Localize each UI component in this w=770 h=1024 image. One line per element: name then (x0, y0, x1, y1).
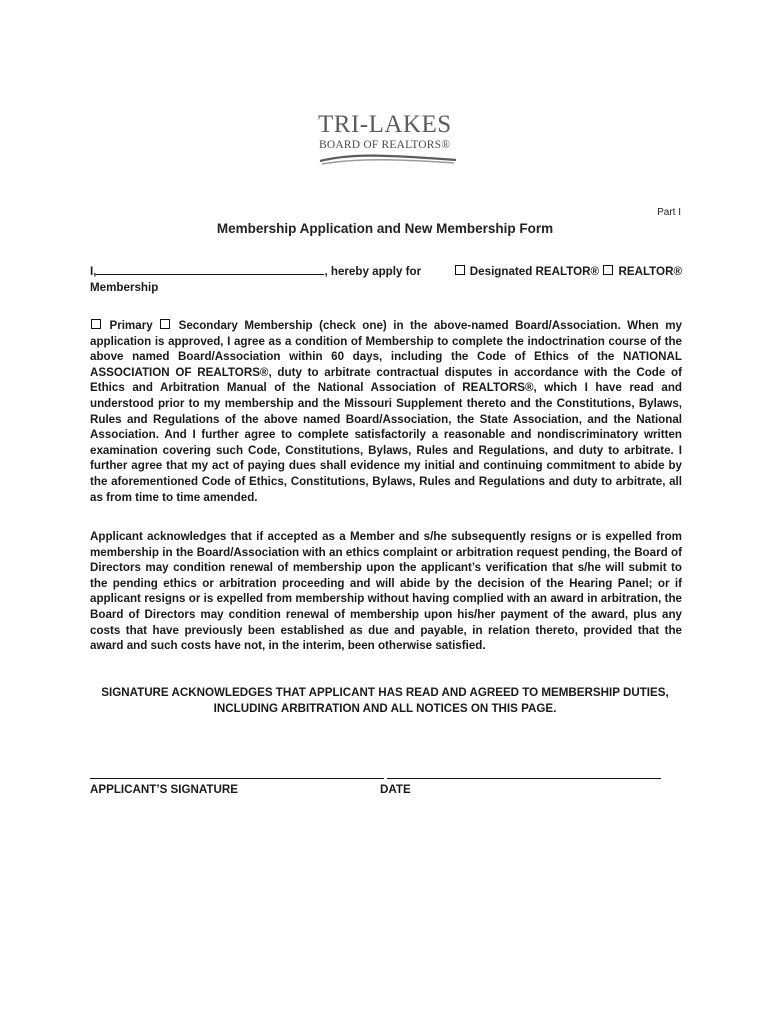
membership-terms-paragraph (90, 318, 682, 505)
acknowledgement-paragraph: Applicant acknowledges that if accepted as a Member and s/he subsequently resigns or is expelled from membership in the Board/Association with an ethics complaint or arbitration request pending, the Board of Directors may condition renewal of membership upon the applicant’s verification that s/he will submit to the pending ethics or arbitration proceeding and will abide by the decision of the Hearing Panel; or if applicant resigns or is expelled from membership without having complied with an award in arbitration, the Board of Directors may condition renewal of membership upon his/her payment of the award, plus any costs that have previously been established as due and payable, in relation thereto, provided that the award and such costs have not, in the interim, been otherwise satisfied. (90, 530, 682, 653)
applicant-signature-field[interactable] (90, 778, 384, 779)
logo-title: TRI-LAKES (318, 111, 452, 138)
apply-text: , hereby apply for (324, 265, 422, 278)
logo-subtitle: BOARD OF REALTORS® (319, 139, 451, 151)
applicant-prefix: I, (90, 265, 97, 278)
board-logo (318, 112, 458, 172)
secondary-terms-text: Secondary Membership (check one) in the above-named Board/Association. When my application is approved, I agree as a condition of Membership to complete the indoctrination course of the above named Board/Association within 60 days, including the Code of Ethics of the NATIONAL ASSOCIATION OF REALTORS®, duty to arbitrate contractual disputes in accordance with the Code of Ethics and Arbitration Manual of the National Association of REALTORS®, which I have read and understood prior to my membership and the Missouri Supplement thereto and the Constitutions, Bylaws, Rules and Regulations of the above named Board/Association, the State Association, and the National Association. And I further agree to complete satisfactorily a reasonable and nondiscriminatory written examination covering such Code, Constitutions, Bylaws, Rules and Regulations, and duty to arbitrate. I further agree that my act of paying dues shall evidence my initial and continuing commitment to abide by the aforementioned Code of Ethics, Constitutions, Bylaws, Rules and Regulations and duty to arbitrate, all as from time to time amended. (90, 319, 682, 504)
page-title: Membership Application and New Membership Form (216, 221, 554, 236)
date-label: DATE (380, 783, 411, 796)
applicant-name-field[interactable] (96, 263, 324, 275)
designated-realtor-label: Designated REALTOR® (469, 265, 600, 278)
primary-label: Primary (109, 319, 153, 332)
notice-line-2: INCLUDING ARBITRATION AND ALL NOTICES ON THIS PAGE. (213, 701, 557, 715)
applicant-signature-label: APPLICANT’S SIGNATURE (90, 783, 238, 796)
date-field[interactable] (387, 778, 661, 779)
secondary-checkbox[interactable] (160, 319, 170, 329)
primary-checkbox[interactable] (91, 319, 101, 329)
designated-realtor-checkbox[interactable] (455, 265, 465, 275)
part-label: Part I (657, 207, 681, 218)
notice-line-1: SIGNATURE ACKNOWLEDGES THAT APPLICANT HAS READ AND AGREED TO MEMBERSHIP DUTIES, (101, 686, 669, 699)
realtor-label: REALTOR® (618, 265, 682, 278)
membership-label: Membership (90, 280, 159, 294)
application-line (90, 263, 682, 295)
logo-wave-icon (318, 152, 458, 166)
realtor-checkbox[interactable] (603, 265, 613, 275)
signature-notice (90, 685, 680, 716)
